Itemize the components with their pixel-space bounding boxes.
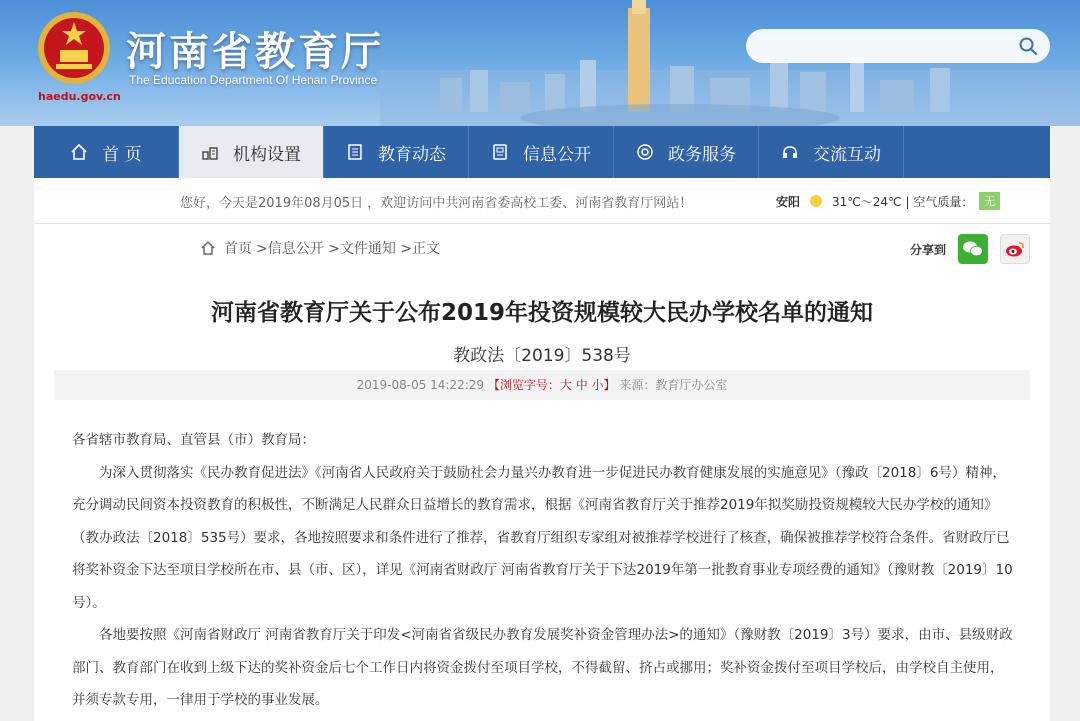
air-quality-badge: 无 (979, 192, 1000, 210)
home-icon (70, 143, 88, 161)
breadcrumb-home[interactable]: 首页 (224, 241, 252, 257)
nav-item-organization[interactable] (179, 126, 324, 178)
site-url: haedu.gov.cn (38, 90, 121, 103)
site-header (0, 0, 1080, 126)
article-body (72, 424, 1014, 717)
font-size-selector[interactable]: 【浏览字号：大 中 小】 (487, 378, 616, 392)
air-quality-label: | 空气质量： (905, 194, 974, 209)
site-logo-subtitle: The Education Department Of Henan Province (129, 73, 378, 87)
service-icon (636, 143, 654, 161)
weather-temperature: 31℃～24℃ (832, 194, 902, 209)
nav-item-label: 机构设置 (233, 144, 301, 165)
welcome-message: 您好，今天是2019年08月05日 ，欢迎访问中共河南省委高校工委、河南省教育厅网站！ (180, 196, 693, 211)
salutation: 各省辖市教育局、直管县（市）教育局： (72, 432, 315, 448)
weibo-icon (1004, 240, 1026, 258)
publish-date: 2019-08-05 14:22:29 (356, 378, 485, 392)
nav-item-label: 交流互动 (813, 144, 881, 165)
nav-item-label: 政务服务 (668, 144, 736, 165)
city-skyline-banner (380, 0, 1080, 126)
share-label: 分享到 (910, 242, 947, 257)
article-source: 来源：教育厅办公室 (619, 378, 728, 392)
nav-item-info-disclosure[interactable] (469, 126, 614, 178)
site-logo-title[interactable]: 河南省教育厅 (126, 29, 384, 75)
body-paragraph: 为深入贯彻落实《民办教育促进法》《河南省人民政府关于鼓励社会力量兴办教育进一步促进民办教育健康发展的实施意见》（豫政〔2018〕6号）精神，充分调动民间资本投资教育的积极性，不断满足人民群众日益增长的教育需求，根据《河南省教育厅关于推荐2019年拟奖励投资规模较大民办学校的通知》（教办政法〔2018〕535号）要求，各地按照要求和条件进行了推荐，省教育厅组织专家组对被推荐学校进行了核查，确保被推荐学校符合条件。省财政厅已将奖补资金下达至项目学校所在市、县（市、区），详见《河南省财政厅 河南省教育厅关于下达2019年第一批教育事业专项经费的通知》（豫财教〔2019〕10号）。 (72, 464, 1013, 611)
nav-item-label: 信息公开 (523, 144, 591, 165)
nav-item-label: 首 页 (102, 144, 142, 165)
weather-city: 安阳 (776, 194, 801, 209)
wechat-share-button[interactable] (958, 234, 988, 264)
wechat-icon (962, 240, 984, 258)
share-bar (910, 234, 1030, 264)
nav-item-gov-services[interactable] (614, 126, 759, 178)
sun-icon (808, 193, 824, 209)
breadcrumb-path[interactable]: >信息公开 >文件通知 >正文 (256, 241, 441, 257)
org-icon (201, 143, 219, 161)
search-box (746, 29, 1050, 63)
search-icon[interactable] (1018, 36, 1038, 56)
search-input[interactable] (746, 29, 996, 63)
nav-item-label: 教育动态 (378, 144, 446, 165)
nav-item-education-news[interactable] (324, 126, 469, 178)
weather-widget (776, 192, 1000, 210)
document-number: 教政法〔2019〕538号 (453, 346, 631, 366)
article-panel (34, 224, 1050, 721)
nav-item-home[interactable] (34, 126, 179, 178)
breadcrumb (200, 238, 440, 258)
main-nav (34, 126, 1050, 178)
interact-icon (781, 143, 799, 161)
info-bar (34, 178, 1050, 224)
nav-item-interaction[interactable] (759, 126, 904, 178)
news-icon (346, 143, 364, 161)
info-icon (491, 143, 509, 161)
article-title: 河南省教育厅关于公布2019年投资规模较大民办学校名单的通知 (210, 300, 873, 326)
body-paragraph: 各地要按照《河南省财政厅 河南省教育厅关于印发<河南省省级民办教育发展奖补资金管理办法>的通知》（豫财教〔2019〕3号）要求，由市、县级财政部门、教育部门在收到上级下达的奖补资金后七个工作日内将资金拨付至项目学校，不得截留、挤占或挪用；奖补资金拨付至项目学校后，由学校自主使用，并须专款专用，一律用于学校的事业发展。 (72, 627, 1013, 708)
home-icon (200, 240, 216, 256)
article-meta (54, 370, 1030, 400)
national-emblem (36, 10, 112, 86)
weibo-share-button[interactable] (1000, 234, 1030, 264)
